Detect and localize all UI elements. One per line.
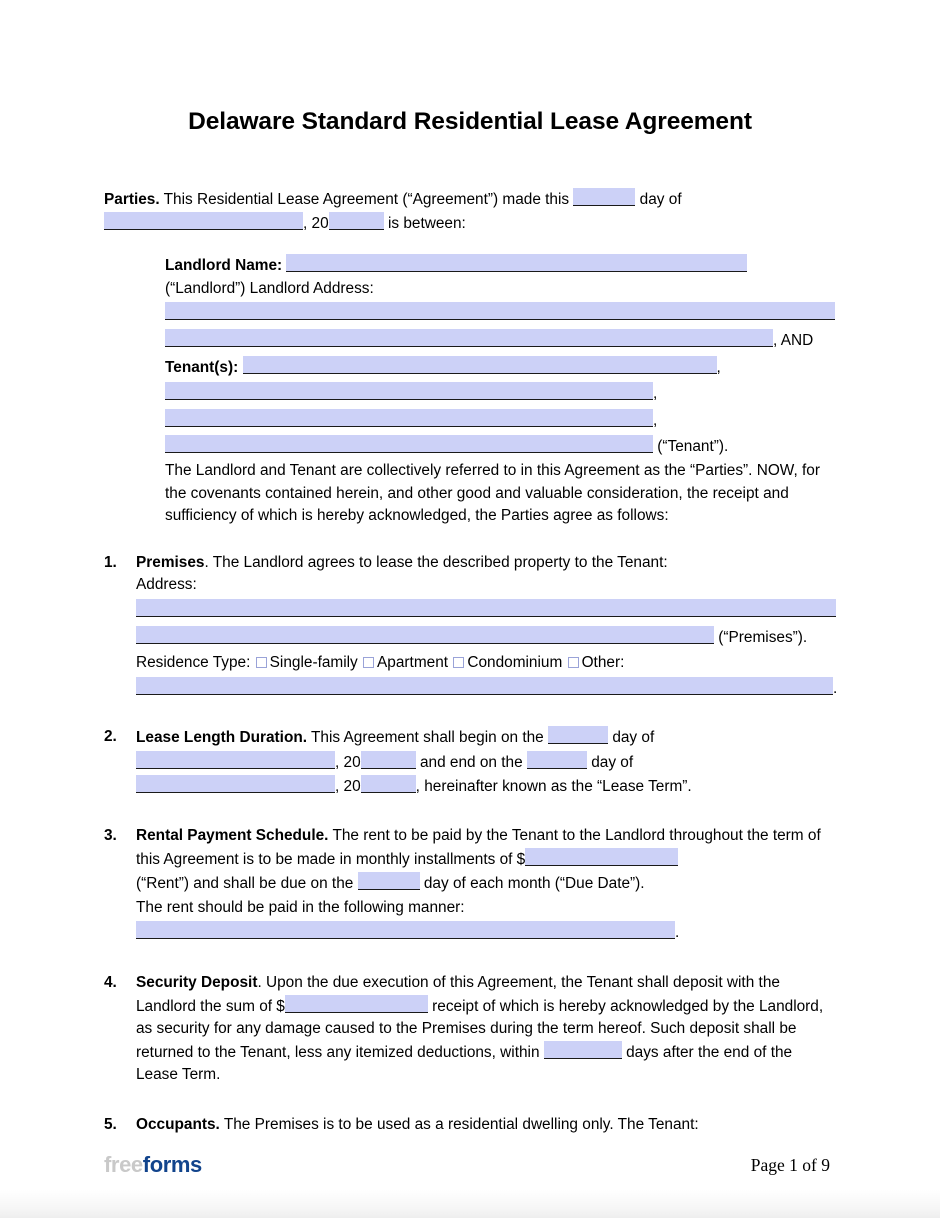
rent-text-1: The rent to be paid by the Tenant to the Landlord throughout the term of this Agreement is to be made in monthly installments of $: [136, 827, 821, 868]
section-5-number: 5.: [104, 1116, 117, 1133]
deposit-amount-field[interactable]: [285, 995, 428, 1013]
parties-label: Parties.: [104, 191, 160, 208]
parties-text-1: This Residential Lease Agreement (“Agreement”) made this: [163, 191, 570, 208]
checkbox-apartment[interactable]: [363, 657, 374, 668]
page-edge-shadow: [0, 1190, 940, 1218]
landlord-address-row-2: [165, 329, 836, 353]
tenant-name-row-3: [165, 409, 836, 433]
and-text: , AND: [773, 331, 814, 349]
lease-begin-month-field[interactable]: [136, 751, 335, 769]
lease-text-3: , 20: [335, 753, 361, 771]
checkbox-other[interactable]: [568, 657, 579, 668]
brand-free-text: free: [104, 1152, 143, 1177]
deposit-text-2: receipt of which is hereby acknowledged by the Landlord, as security for any damage caused to the Premises during the term hereof. Such deposit shall be returned to the Tenant, less any itemized deductions, within: [136, 997, 824, 1061]
freeforms-logo: [104, 1152, 202, 1178]
section-4-heading: Security Deposit: [136, 974, 258, 992]
page-title: Delaware Standard Residential Lease Agreement: [188, 108, 752, 135]
lease-text-1: This Agreement shall begin on the: [311, 729, 544, 747]
checkbox-single-family[interactable]: [256, 657, 267, 668]
tenant-name-row-1: [165, 356, 836, 380]
deposit-text-1: . Upon the due execution of this Agreement, the Tenant shall deposit with the Landlord the sum of $: [136, 974, 780, 1015]
rent-due-day-field[interactable]: [358, 872, 420, 890]
section-1-heading-suffix: .: [204, 553, 209, 571]
section-2-number: 2.: [104, 728, 117, 746]
security-deposit-paragraph: [136, 972, 836, 1087]
brand-forms-text: forms: [142, 1152, 202, 1177]
lease-begin-month-row: [136, 751, 836, 775]
rent-amount-paragraph: [136, 825, 836, 871]
lease-end-day-field[interactable]: [527, 751, 587, 769]
section-5-heading: Occupants.: [136, 1116, 220, 1133]
section-1-heading: Premises: [136, 553, 205, 571]
tenant-name-row-2: [165, 382, 836, 406]
lease-end-month-field[interactable]: [136, 775, 335, 793]
deposit-return-days-field[interactable]: [544, 1041, 622, 1059]
parties-paragraph: [104, 188, 836, 212]
option-condominium: Condominium: [467, 654, 563, 672]
landlord-address-row-1: [165, 302, 836, 326]
rent-text-3: day of each month (“Due Date”).: [423, 875, 645, 893]
lease-text-6: , 20: [335, 778, 361, 796]
option-single-family: Single-family: [269, 654, 358, 672]
tenants-label: Tenant(s):: [165, 358, 239, 376]
tenant-field-3[interactable]: [165, 409, 653, 427]
deposit-text-3: days after the end of the Lease Term.: [136, 1043, 793, 1084]
residence-type-label: Residence Type:: [136, 654, 251, 672]
lease-text-5: day of: [591, 753, 634, 771]
parties-month-field[interactable]: [104, 212, 303, 230]
section-premises: [104, 552, 836, 701]
landlord-name-row: [165, 254, 836, 278]
checkbox-condominium[interactable]: [453, 657, 464, 668]
section-security-deposit: [104, 972, 836, 1087]
parties-day-field[interactable]: [573, 188, 635, 206]
section-3-number: 3.: [104, 827, 117, 845]
section-1-intro: [136, 552, 836, 575]
rent-manner-row: [136, 921, 836, 945]
premises-address-field-2[interactable]: [136, 626, 714, 644]
premises-address-label: Address:: [136, 576, 197, 594]
tenant-comma-2: ,: [653, 385, 658, 403]
page-footer: [104, 1152, 836, 1186]
residence-other-period: .: [833, 679, 838, 697]
premises-address-row-2: [136, 626, 836, 650]
rent-manner-period: .: [675, 924, 680, 942]
tenant-name-row-4: [165, 435, 836, 459]
section-3-heading: Rental Payment Schedule.: [136, 827, 329, 845]
occupants-text-1: The Premises is to be used as a residential dwelling only. The Tenant:: [223, 1116, 699, 1133]
parties-text-4: is between:: [387, 214, 466, 232]
rent-amount-field[interactable]: [525, 848, 678, 866]
party-details-block: [165, 254, 836, 528]
section-2-heading: Lease Length Duration.: [136, 729, 308, 747]
lease-text-4: and end on the: [419, 753, 523, 771]
lease-text-7: , hereinafter known as the “Lease Term”.: [415, 778, 692, 796]
occupants-paragraph: [136, 1114, 836, 1137]
lease-begin-year-field[interactable]: [361, 751, 416, 769]
lease-end-month-row: [136, 775, 836, 799]
residence-type-row: [136, 652, 836, 675]
residence-other-field[interactable]: [136, 677, 833, 695]
lease-begin-day-field[interactable]: [548, 726, 608, 744]
parties-text-3: , 20: [303, 214, 329, 232]
option-apartment: Apartment: [377, 654, 449, 672]
section-rental-payment: [104, 825, 836, 945]
premises-address-field-1[interactable]: [136, 599, 836, 617]
rent-text-2: (“Rent”) and shall be due on the: [136, 875, 354, 893]
tenant-field-2[interactable]: [165, 382, 653, 400]
page-number: Page 1 of 9: [750, 1155, 830, 1175]
document-body: [104, 188, 836, 1137]
lease-text-2: day of: [612, 729, 655, 747]
section-4-number: 4.: [104, 974, 117, 992]
tenant-comma-3: ,: [653, 411, 658, 429]
parties-year-field[interactable]: [329, 212, 384, 230]
landlord-name-label: Landlord Name:: [165, 257, 283, 275]
landlord-address-label: (“Landlord”) Landlord Address:: [165, 279, 374, 297]
premises-quote: (“Premises”).: [718, 628, 808, 646]
tenant-comma-1: ,: [716, 358, 721, 376]
premises-address-row-1: [136, 599, 836, 623]
tenant-quote: (“Tenant”).: [657, 438, 729, 456]
section-1-number: 1.: [104, 553, 117, 571]
lease-begin-row: [136, 726, 836, 750]
landlord-name-field[interactable]: [286, 254, 747, 272]
section-1-intro-text: The Landlord agrees to lease the described property to the Tenant:: [212, 553, 668, 571]
landlord-address-field-1[interactable]: [165, 302, 835, 320]
section-lease-length: [104, 726, 836, 799]
parties-month-row: [104, 212, 836, 236]
tenant-field-4[interactable]: [165, 435, 653, 453]
tenant-field-1[interactable]: [243, 356, 717, 374]
section-occupants: [104, 1114, 836, 1137]
landlord-address-field-2[interactable]: [165, 329, 773, 347]
lease-end-year-field[interactable]: [361, 775, 416, 793]
parties-text-2: day of: [639, 191, 682, 208]
rent-manner-field[interactable]: [136, 921, 675, 939]
rent-manner-label: The rent should be paid in the following manner:: [136, 898, 465, 916]
residence-other-row: [136, 677, 836, 701]
rent-due-date-row: [136, 872, 836, 896]
option-other: Other:: [581, 654, 625, 672]
parties-closing-paragraph: The Landlord and Tenant are collectively referred to in this Agreement as the “Parties”. NOW, for the covenants contained herein, and other good and valuable consideration, the receipt and sufficiency of which is hereby acknowledged, the Parties agree as follows:: [165, 461, 820, 525]
